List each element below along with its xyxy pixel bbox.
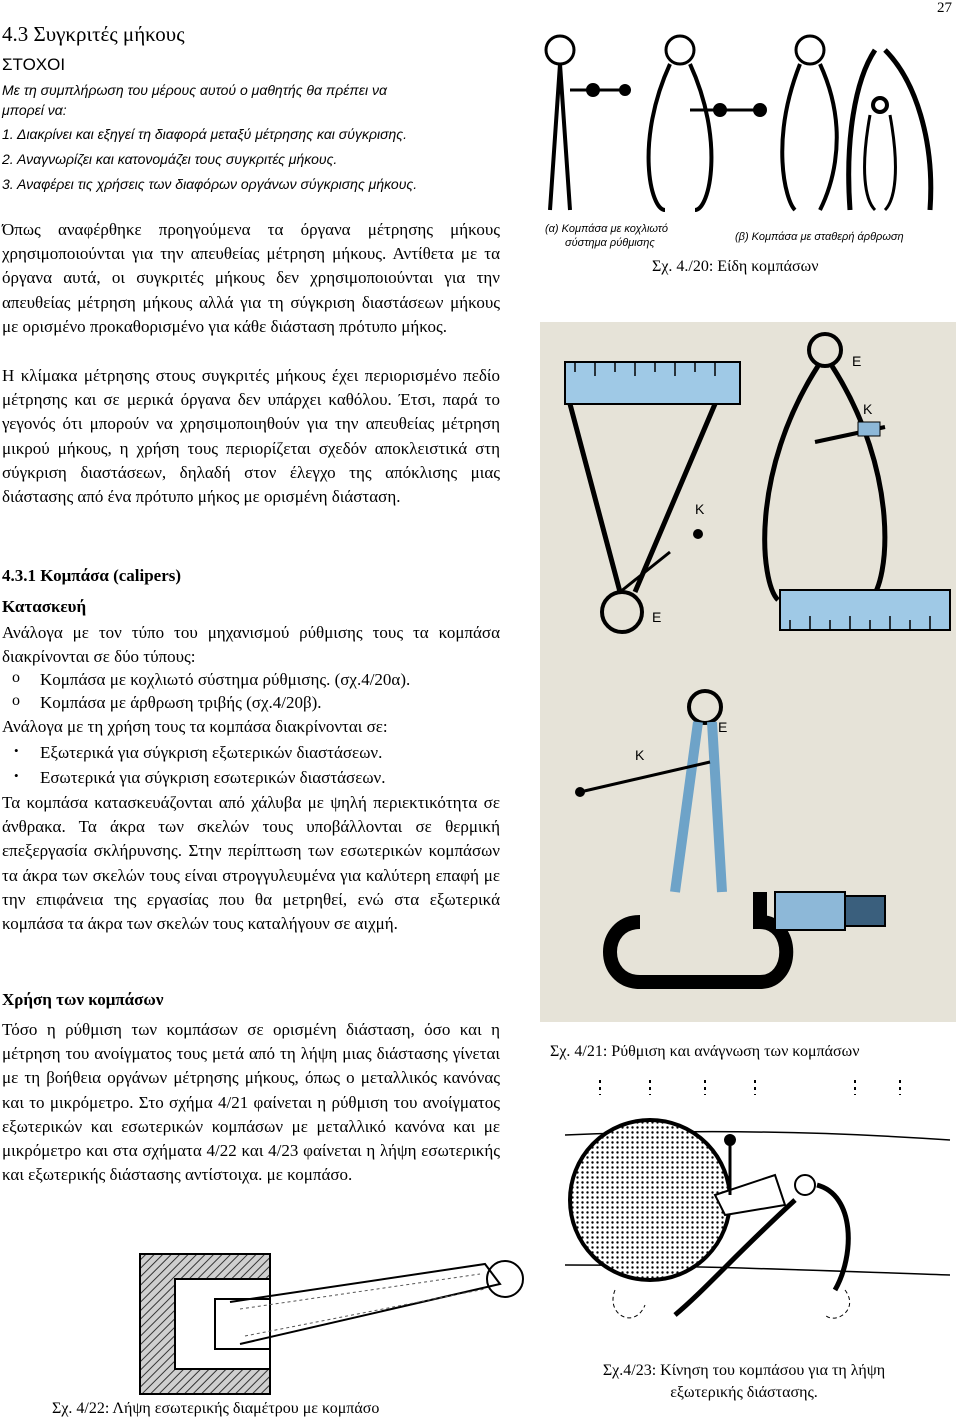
construction-intro: Ανάλογα με τον τύπο του μηχανισμού ρύθμισης τους τα κομπάσα διακρίνονται σε δύο τύπους:	[2, 623, 500, 667]
objectives-intro: Με τη συμπλήρωση του μέρους αυτού ο μαθητής θα πρέπει να	[2, 82, 387, 98]
fig21-letter-k: K	[695, 501, 705, 517]
fig21-letter-k: K	[863, 401, 873, 417]
objectives-intro-cont: μπορεί να:	[2, 102, 67, 118]
fig21-letter-e: E	[652, 609, 662, 625]
list-bullet: o	[12, 692, 20, 709]
subsection-title: 4.3.1 Κομπάσα (calipers)	[2, 566, 182, 585]
list-bullet: o	[12, 669, 20, 686]
objective-item: 1. Διακρίνει και εξηγεί τη διαφορά μεταξύ μέτρησης και σύγκρισης.	[2, 126, 407, 142]
fig21-letter-e: E	[852, 353, 862, 369]
intro-paragraph: Όπως αναφέρθηκε προηγούμενα τα όργανα μέτρησης μήκους χρησιμοποιούνται για την απευθείας μέτρηση μήκους. Αντίθετα με τα όργανα αυτά, οι συγκριτές μήκους δεν χρησιμοποιούνται για την απευθείας μέτρηση μήκους αλλά για τη σύγκριση διαστάσεων μήκους με ορισμένο προκαθορισμένο για κάθε διάσταση πρότυπο μήκος.	[2, 220, 500, 336]
material-paragraph: Τα κομπάσα κατασκευάζονται από χάλυβα με ψηλή περιεκτικότητα σε άνθρακα. Τα άκρα των σκελών τους υποβάλλονται σε θερμική επεξεργασία σκλήρυνσης. Στην περίπτωση των εσωτερικών κομπάσων τα άκρα των σκελών τους είναι στρογγυλευμένα για καλύτερη επαφή με την επιφάνεια της εργασίας που θα μετρηθεί, ενώ στα εξωτερικά κομπάσα τα άκρα των σκελών τους καταλήγουν σε αιχμή.	[2, 793, 500, 934]
use-heading: Χρήση των κομπάσων	[2, 990, 164, 1009]
use-intro: Ανάλογα με τη χρήση τους τα κομπάσα διακρίνονται σε:	[2, 717, 388, 736]
fig20-caption: Σχ. 4./20: Είδη κομπάσων	[652, 258, 819, 275]
figure-4-23	[555, 1075, 955, 1355]
fig21-letter-e: E	[718, 719, 728, 735]
figure-4-22	[130, 1244, 560, 1404]
objective-item: 2. Αναγνωρίζει και κατονομάζει τους συγκριτές μήκους.	[2, 151, 338, 167]
figure-4-21-drawing	[540, 322, 956, 1022]
fig23-caption-line: Σχ.4/23: Κίνηση του κομπάσου για τη λήψη	[602, 1362, 886, 1379]
fig21-caption: Σχ. 4/21: Ρύθμιση και ανάγνωση των κομπάσων	[550, 1043, 860, 1060]
list-bullet: •	[14, 743, 19, 758]
list-item: Εξωτερικά για σύγκριση εξωτερικών διαστάσεων.	[40, 743, 383, 762]
objective-item: 3. Αναφέρει τις χρήσεις των διαφόρων οργάνων σύγκρισης μήκους.	[2, 176, 418, 192]
fig20-label-a: (α) Κομπάσα με κοχλιωτό	[545, 223, 668, 235]
fig21-letter-k: K	[635, 747, 645, 763]
list-item: Εσωτερικά για σύγκριση εσωτερικών διαστάσεων.	[40, 768, 386, 787]
figure-4-20	[525, 20, 945, 270]
list-item: Κομπάσα με άρθρωση τριβής (σχ.4/20β).	[40, 693, 322, 712]
construction-heading: Κατασκευή	[2, 597, 87, 616]
page-number: 27	[937, 0, 952, 16]
fig20-label-b: (β) Κομπάσα με σταθερή άρθρωση	[735, 231, 904, 243]
fig20-label-a-cont: σύστημα ρύθμισης	[565, 237, 655, 249]
objectives-heading: ΣΤΟΧΟΙ	[2, 55, 66, 74]
fig23-caption	[556, 1360, 932, 1404]
scale-paragraph: Η κλίμακα μέτρησης στους συγκριτές μήκους έχει περιορισμένο πεδίο μέτρησης και σε μερικά όργανα δεν υπάρχει καθόλου. Έτσι, παρά το γεγονός ότι μπορούν να χρησιμοποιηθούν για την απευθείας μέτρηση μικρού μήκους, η χρήση τους περιορίζεται σχεδόν αποκλειστικά στη σύγκριση διαστάσεων, δηλαδή στον έλεγχο της απόκλισης μιας διάστασης από ένα πρότυπο μήκος με ορισμένη διάσταση.	[2, 366, 500, 507]
list-bullet: •	[14, 768, 19, 783]
use-paragraph: Τόσο η ρύθμιση των κομπάσων σε ορισμένη διάσταση, όσο και η μέτρηση του ανοίγματος τους μετά από τη λήψη μιας διάστασης γίνεται με τη βοήθεια οργάνων μέτρησης μήκους, όπως ο μεταλλικός κανόνας και το μικρόμετρο. Στο σχήμα 4/21 φαίνεται η ρύθμιση του ανοίγματος εξωτερικών και εσωτερικών κομπάσων με μεταλλικό κανόνα και με μικρόμετρο και στα σχήματα 4/22 και 4/23 φαίνεται η λήψη εσωτερικής και εξωτερικής διάστασης αντίστοιχα. με κομπάσο.	[2, 1020, 500, 1185]
fig23-caption-line: εξωτερικής διάστασης.	[670, 1384, 818, 1401]
section-title: 4.3 Συγκριτές μήκους	[2, 22, 185, 46]
fig22-caption: Σχ. 4/22: Λήψη εσωτερικής διαμέτρου με κομπάσο	[52, 1400, 380, 1417]
list-item: Κομπάσα με κοχλιωτό σύστημα ρύθμισης. (σχ.4/20α).	[40, 670, 411, 689]
